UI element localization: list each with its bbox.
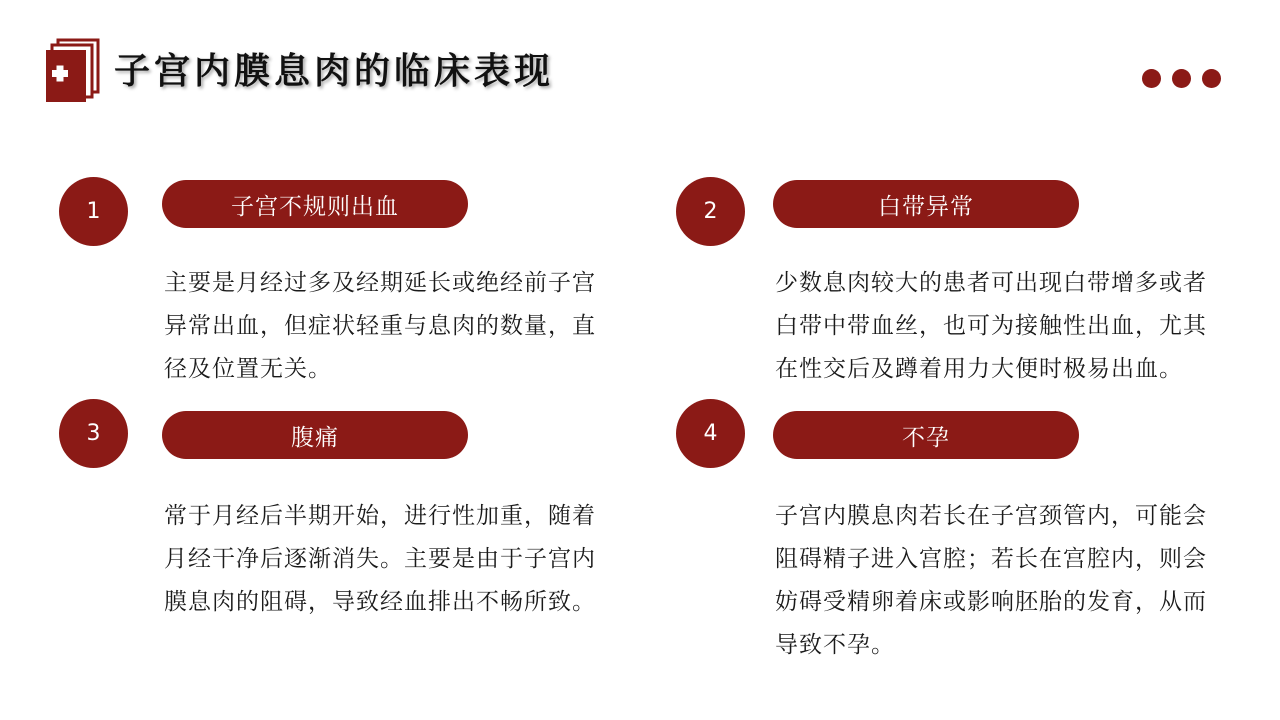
dot <box>1142 69 1161 88</box>
item-label-4: 不孕 <box>773 411 1079 459</box>
item-text-3: 常于月经后半期开始，进行性加重，随着月经干净后逐渐消失。主要是由于子宫内膜息肉的阻碍，导致经血排出不畅所致。 <box>164 503 596 615</box>
dot <box>1202 69 1221 88</box>
item-text-4: 子宫内膜息肉若长在子宫颈管内，可能会阻碍精子进入宫腔；若长在宫腔内，则会妨碍受精卵着床或影响胚胎的发育，从而导致不孕。 <box>775 503 1207 658</box>
item-text-2: 少数息肉较大的患者可出现白带增多或者白带中带血丝，也可为接触性出血，尤其在性交后及蹲着用力大便时极易出血。 <box>775 270 1207 382</box>
dot <box>1172 69 1191 88</box>
medical-kit-icon <box>44 38 102 104</box>
item-text-1: 主要是月经过多及经期延长或绝经前子宫异常出血，但症状轻重与息肉的数量，直径及位置无关。 <box>164 270 596 382</box>
more-dots-icon <box>1142 69 1221 88</box>
item-number-4: 4 <box>676 399 745 468</box>
page-title: 子宫内膜息肉的临床表现 <box>114 51 555 92</box>
item-number-1: 1 <box>59 177 128 246</box>
item-number-3: 3 <box>59 399 128 468</box>
item-label-2: 白带异常 <box>773 180 1079 228</box>
item-label-1: 子宫不规则出血 <box>162 180 468 228</box>
item-label-3: 腹痛 <box>162 411 468 459</box>
item-number-2: 2 <box>676 177 745 246</box>
